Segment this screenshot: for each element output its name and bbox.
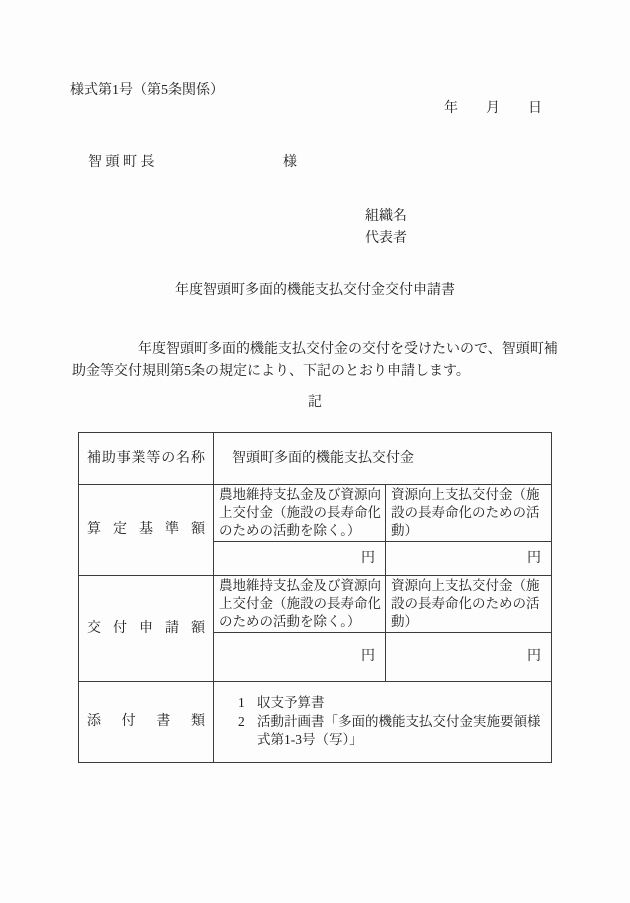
form-number: 様式第1号（第5条関係） — [70, 83, 224, 98]
table-row-request-headings — [79, 576, 552, 633]
request-col2-amount-cell — [386, 633, 552, 682]
attachments-label: 添 付 書 類 — [87, 714, 205, 729]
attachment-item-number: 2 — [238, 713, 245, 729]
table-row-project-name — [79, 433, 552, 485]
addressee-name: 智 頭 町 長 — [88, 155, 155, 170]
project-name-label: 補 助 事 業 等 の 名 称 — [87, 450, 205, 466]
calc-base-col2-unit: 円 — [527, 550, 541, 566]
attachment-item-number: 1 — [238, 695, 245, 711]
request-col2-heading-cell: 資源向上支払交付金（施設の長寿命化のための活動） — [386, 576, 552, 633]
attachment-item — [238, 694, 545, 713]
attachment-item-text: 活動計画書「多面的機能支払交付金実施要領様式第1-3号（写）」 — [257, 713, 541, 748]
request-col1-amount-cell — [214, 633, 386, 682]
calc-base-col2-amount-cell — [386, 542, 552, 576]
calc-base-col1-heading-cell: 農地維持支払金及び資源向上交付金（施設の長寿命化のための活動を除く。） — [214, 485, 386, 542]
attachments-value-cell — [214, 682, 552, 763]
request-col1-heading-cell: 農地維持支払金及び資源向上交付金（施設の長寿命化のための活動を除く。） — [214, 576, 386, 633]
representative-label: 代表者 — [365, 231, 407, 246]
request-col1-unit: 円 — [361, 649, 375, 664]
project-name-label-cell — [79, 433, 214, 485]
attachments-label-cell — [79, 682, 214, 763]
request-amount-label: 交 付 申 請 額 — [87, 620, 205, 636]
calc-base-col1-unit: 円 — [361, 550, 375, 566]
calc-base-col1-amount-cell — [214, 542, 386, 576]
request-amount-label-cell — [79, 576, 214, 682]
attachment-item-text: 収支予算書 — [257, 695, 325, 711]
calc-base-label-cell — [79, 485, 214, 576]
addressee-honorific: 様 — [283, 155, 297, 170]
project-name-value-cell: 智頭町多面的機能支払交付金 — [214, 433, 552, 485]
organization-name-label: 組織名 — [365, 209, 407, 224]
addressee-line — [88, 152, 408, 174]
attachment-item — [238, 713, 545, 750]
calc-base-label: 算 定 基 準 額 — [87, 522, 205, 537]
calc-base-col2-heading-cell: 資源向上支払交付金（施設の長寿命化のための活動） — [386, 485, 552, 542]
date-line: 年 月 日 — [444, 101, 542, 116]
document-title: 年度智頭町多面的機能支払交付金交付申請書 — [175, 283, 455, 298]
sender-block — [365, 206, 407, 250]
table-row-attachments — [79, 682, 552, 763]
body-paragraph: 年度智頭町多面的機能支払交付金の交付を受けたいので、智頭町補助金等交付規則第5条の規定により、下記のとおり申請します。 — [72, 342, 558, 379]
record-mark: 記 — [308, 395, 322, 410]
table-row-calc-base-headings — [79, 485, 552, 542]
application-table — [78, 432, 552, 763]
request-col2-unit: 円 — [527, 649, 541, 664]
